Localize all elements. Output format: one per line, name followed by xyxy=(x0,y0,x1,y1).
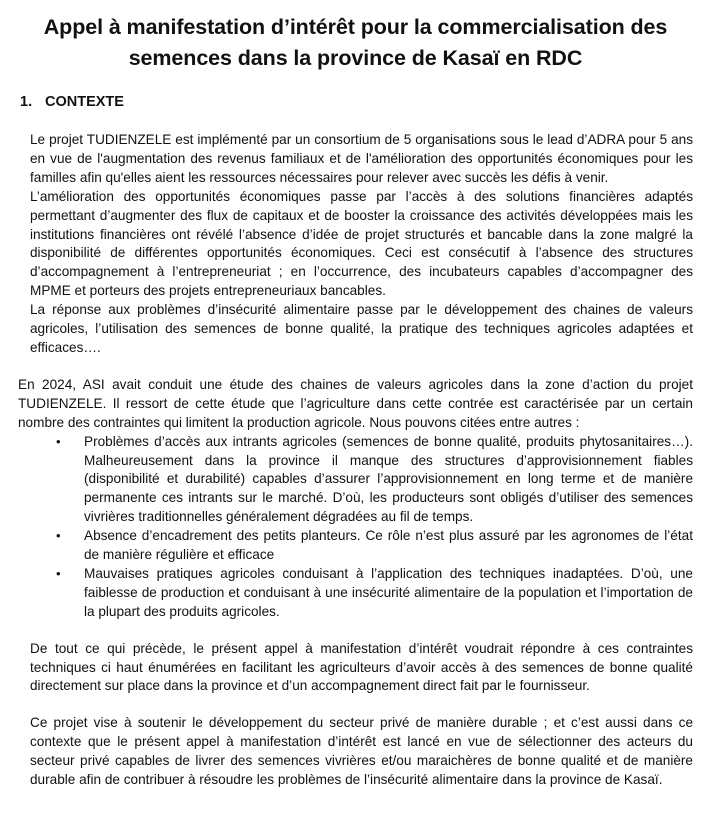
paragraph-food-insecurity: La réponse aux problèmes d’insécurité alimentaire passe par le développement des chaines de valeurs agricoles, l’utilisation des semences de bonne qualité, la pratique des techniques agricoles adaptées et efficaces…. xyxy=(30,302,693,355)
list-item-text: Absence d’encadrement des petits planteurs. Ce rôle n’est plus assuré par les agronomes de l’état de manière régulière et efficace xyxy=(84,528,693,563)
paragraph-project-aim: Ce projet vise à soutenir le développement du secteur privé de manière durable ; et c’est aussi dans ce contexte que le présent appel à manifestation d’intérêt est lancé en vue de sélectionner des acteurs du secteur privé capables de livrer des semences vivrières et/ou maraichères de bonne qualité et de manière durable afin de contribuer à résoudre les problèmes de l’insécurité alimentaire dans la province de Kasaï. xyxy=(30,715,693,788)
document-title: Appel à manifestation d’intérêt pour la commercialisation des semences dans la province de Kasaï en RDC xyxy=(43,15,668,70)
paragraph-project-intro: Le projet TUDIENZELE est implémenté par un consortium de 5 organisations sous le lead d’ADRA pour 5 ans en vue de l'augmentation des revenus familiaux et de l'amélioration des opportunités économiques pour les familles afin qu'elles aient les ressources nécessaires pour relever avec succès les défis à venir. xyxy=(30,132,693,185)
list-item xyxy=(16,527,695,565)
paragraph-economic-opportunities: L’amélioration des opportunités économiques passe par l’accès à des solutions financières adaptés permettant d’augmenter des flux de capitaux et de booster la croissance des activités développées mais les institutions financières ont révélé l’absence d’idée de projet structurés et bancable dans la zone malgré la disponibilité de différentes opportunités économiques. Ceci est consécutif à l’absence des structures d’accompagnement à l’entrepreneuriat ; en l’occurrence, des incubateurs capables d’accompagner des MPME et porteurs des projets entrepreneuriaux bancables. xyxy=(30,188,693,299)
paragraph-asi-study: En 2024, ASI avait conduit une étude des chaines de valeurs agricoles dans la zone d’action du projet TUDIENZELE. Il ressort de cette étude que l’agriculture dans cette contrée est caractérisée par un certain nombre des contraintes qui limitent la production agricole. Nous pouvons citées entre autres : xyxy=(18,376,693,430)
list-item xyxy=(16,433,695,528)
section-number: 1. xyxy=(20,94,33,110)
list-item-text: Problèmes d’accès aux intrants agricoles (semences de bonne qualité, produits phytosanitaires…). Malheureusement dans la province il manque des structures d’approvisionnement fiables (disponibilité et durabilité) capables d’assurer l’approvisionnement en long terme et de manière permanente ces intrants sur le marché. D’où, les producteurs sont obligés d’utiliser des semences vivrières traditionnelles généralement dégradées au fil de temps. xyxy=(84,433,693,525)
bullet-icon: • xyxy=(56,565,61,581)
bullet-icon: • xyxy=(56,528,61,544)
section-title: CONTEXTE xyxy=(45,94,124,110)
constraints-list xyxy=(16,433,695,622)
bullet-icon: • xyxy=(56,433,61,449)
list-item xyxy=(16,565,695,622)
paragraph-conclusion: De tout ce qui précède, le présent appel à manifestation d’intérêt voudrait répondre à ces contraintes techniques ci haut énumérées en facilitant les agriculteurs d’avoir accès à des semences de bonne qualité directement sur place dans la province et d’un accompagnement direct fait par le fournisseur. xyxy=(30,640,693,694)
list-item-text: Mauvaises pratiques agricoles conduisant à l’application des techniques inadaptées. D’où, une faiblesse de production et conduisant à une insécurité alimentaire de la population et l’importation de la plupart des produits agricoles. xyxy=(84,565,693,619)
section-heading xyxy=(20,93,695,112)
